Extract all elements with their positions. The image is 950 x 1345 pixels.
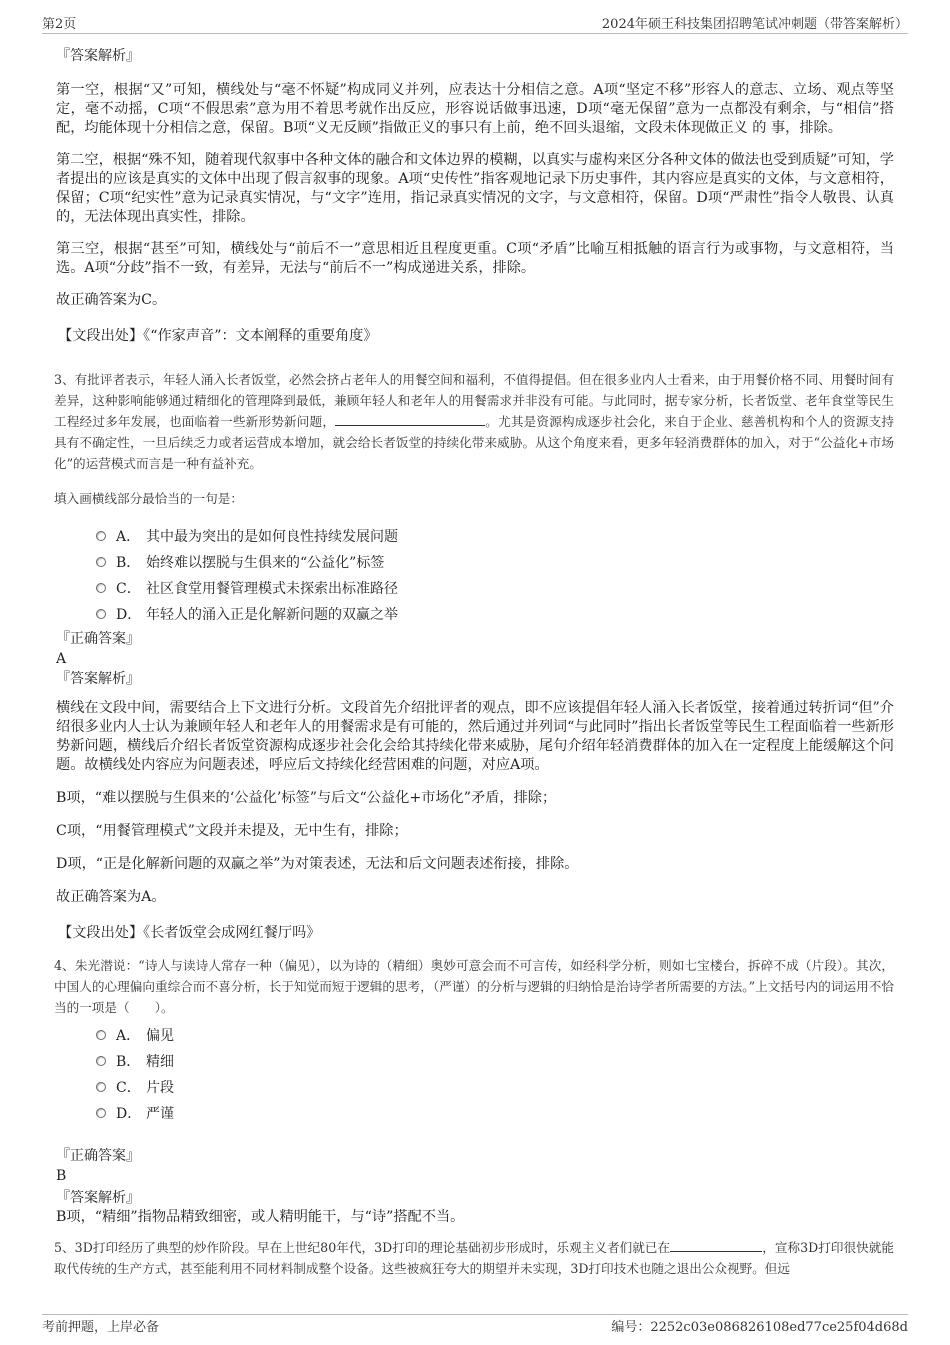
q5-blank: [670, 1240, 762, 1252]
q4-options: [96, 1022, 894, 1126]
q4-analysis-tag: 『答案解析』: [56, 1190, 140, 1206]
page-header: [42, 12, 908, 34]
option-text: 其中最为突出的是如何良性持续发展问题: [146, 529, 398, 545]
radio-button-icon[interactable]: [96, 1082, 106, 1092]
radio-button-icon[interactable]: [96, 1108, 106, 1118]
document-body: [56, 44, 894, 1279]
q3-prompt: 填入画横线部分最恰当的一句是：: [54, 491, 243, 506]
option-text: 偏见: [146, 1028, 174, 1044]
q3-analysis-tag: 『答案解析』: [56, 671, 140, 687]
footer-slogan: 考前押题，上岸必备: [42, 1320, 160, 1335]
option-text: 社区食堂用餐管理模式未探索出标准路径: [146, 581, 398, 597]
document-title: 2024年硕王科技集团招聘笔试冲刺题（带答案解析）: [601, 17, 908, 32]
option-letter: A．: [116, 529, 141, 545]
q2-analysis-p3: 第三空，根据“甚至”可知，横线处与“前后不一”意思相近且程度更重。C项“矛盾”比喻互相抵触的语言行为或事物，与文意相符，当选。A项“分歧”指不一致，有差异，无法与“前后不一”构成递进关系，排除。: [56, 241, 894, 276]
radio-button-icon[interactable]: [96, 1030, 106, 1040]
option-letter: D．: [116, 1106, 142, 1122]
document-code: 编号：2252c03e086826108ed77ce25f04d68d: [611, 1320, 908, 1335]
radio-button-icon[interactable]: [96, 609, 106, 619]
page-number: 第2页: [42, 17, 77, 32]
q4-option-b[interactable]: [96, 1048, 894, 1074]
q4-option-d[interactable]: [96, 1100, 894, 1126]
option-letter: C．: [116, 1080, 141, 1096]
q3-text-part1: 3、有批评者表示，年轻人涌入长者饭堂，必然会挤占老年人的用餐空间和福利，不值得提倡。但在很多业内人士看来，由于用餐价格不同、用餐时间有差异，这种影响能够通过精细化的管理降到最低，兼顾年轻人和老年人的用餐需求并非没有可能。与此同时，据专家分析，长者饭堂、老年食堂等民生工程经过多年发展，也面临着一些新形势新问题，: [54, 372, 894, 429]
q3-option-b[interactable]: [96, 549, 894, 575]
option-text: 精细: [146, 1054, 174, 1070]
option-letter: A．: [116, 1028, 141, 1044]
q3-conclusion: 故正确答案为A。: [56, 889, 166, 905]
q3-analysis-p2: B项，“难以摆脱与生俱来的‘公益化’标签”与后文“公益化+市场化”矛盾，排除；: [56, 790, 557, 806]
q2-source: 【文段出处】《“作家声音”：文本阐释的重要角度》: [58, 328, 378, 344]
q3-analysis-p3: C项，“用餐管理模式”文段并未提及，无中生有，排除；: [56, 823, 408, 839]
q2-analysis-p1: 第一空，根据“又”可知，横线处与“毫不怀疑”构成同义并列，应表达十分相信之意。A项“坚定不移”形容人的意志、立场、观点等坚定，毫不动摇，C项“不假思索”意为用不着思考就作出反应，形容说话做事迅速，D项“毫无保留”意为一点都没有剩余，与“相信”搭配，均能体现十分相信之意，保留。B项“义无反顾”指做正义的事只有上前，绝不回头退缩，文段未体现做正义 的 事，排除。: [56, 82, 894, 136]
radio-button-icon[interactable]: [96, 583, 106, 593]
q5-text-part1: 5、3D打印经历了典型的炒作阶段。早在上世纪80年代，3D打印的理论基础初步形成时，乐观主义者们就已在: [54, 1240, 671, 1255]
q3-correct-tag: 『正确答案』: [56, 631, 140, 647]
q4-analysis-p1: B项，“精细”指物品精致细密，或人精明能干，与“诗”搭配不当。: [56, 1209, 465, 1225]
q4-option-c[interactable]: [96, 1074, 894, 1100]
radio-button-icon[interactable]: [96, 1056, 106, 1066]
q3-option-a[interactable]: [96, 523, 894, 549]
option-letter: B．: [116, 555, 141, 571]
q3-text: [54, 369, 894, 474]
radio-button-icon[interactable]: [96, 531, 106, 541]
q3-analysis-p4: D项，“正是化解新问题的双赢之举”为对策表述，无法和后文问题表述衔接，排除。: [56, 856, 579, 872]
q4-correct-answer: B: [56, 1168, 67, 1184]
q3-option-c[interactable]: [96, 575, 894, 601]
q3-option-d[interactable]: [96, 601, 894, 627]
q5-text-part2: ，宣称3D打印很快就能取代传统的生产方式，甚至能利用不同材料制成整个设备。这些被疯狂夸大的期望并未实现，3D打印技术也随之退出公众视野。但远: [54, 1240, 894, 1276]
q3-blank: [335, 414, 485, 426]
option-letter: C．: [116, 581, 141, 597]
radio-button-icon[interactable]: [96, 557, 106, 567]
q3-text-part2: 。尤其是资源构成逐步社会化，来自于企业、慈善机构和个人的资源支持具有不确定性，一旦后续乏力或者运营成本增加，就会给长者饭堂的持续化带来威胁。从这个角度来看，更多年轻消费群体的加入，对于“公益化+市场化”的运营模式而言是一种有益补充。: [54, 414, 895, 471]
q2-conclusion: 故正确答案为C。: [56, 292, 167, 308]
q2-analysis-tag: 『答案解析』: [56, 48, 140, 64]
option-text: 年轻人的涌入正是化解新问题的双赢之举: [146, 607, 398, 623]
option-letter: D．: [116, 607, 142, 623]
q3-options: [96, 523, 894, 627]
q4-text: 4、朱光潜说：“诗人与读诗人常存一种（偏见），以为诗的（精细）奥妙可意会而不可言传，如经科学分析，则如七宝楼台，拆碎不成（片段）。其次，中国人的心理偏向重综合而不喜分析，长于知觉而短于逻辑的思考，（严谨）的分析与逻辑的归纳恰是治诗学者所需要的方法。”上文括号内的词运用不恰当的一项是（ ）。: [54, 958, 894, 1015]
q3-analysis-p1: 横线在文段中间，需要结合上下文进行分析。文段首先介绍批评者的观点，即不应该提倡年轻人涌入长者饭堂，接着通过转折词“但”介绍很多业内人士认为兼顾年轻人和老年人的用餐需求是有可能的，然后通过并列词“与此同时”指出长者饭堂等民生工程面临着一些新形势新问题，横线后介绍长者饭堂资源构成逐步社会化会给其持续化带来威胁，尾句介绍年轻消费群体的加入在一定程度上能缓解这个问题。故横线处内容应为问题表述，呼应后文持续化经营困难的问题，对应A项。: [56, 700, 894, 773]
option-letter: B．: [116, 1054, 141, 1070]
option-text: 片段: [146, 1080, 174, 1096]
q5-text: [54, 1237, 894, 1279]
q2-analysis-p2: 第二空，根据“殊不知，随着现代叙事中各种文体的融合和文体边界的模糊，以真实与虚构来区分各种文体的做法也受到质疑”可知，学者提出的应该是真实的文体中出现了假言叙事的现象。A项“史传性”指客观地记录下历史事件，其内容应是真实的文体，与文意相符，保留；C项“纪实性”意为记录真实情况，与“文字”连用，指记录真实情况的文字，与文意相符，保留。D项“严肃性”指令人敬畏、认真的，无法体现出真实性，排除。: [56, 152, 894, 225]
q4-correct-tag: 『正确答案』: [56, 1148, 140, 1164]
page-footer: [42, 1314, 908, 1336]
q3-source: 【文段出处】《长者饭堂会成网红餐厅吗》: [58, 925, 321, 941]
option-text: 始终难以摆脱与生俱来的“公益化”标签: [146, 555, 385, 571]
option-text: 严谨: [146, 1106, 174, 1122]
q3-correct-answer: A: [56, 651, 67, 667]
q4-option-a[interactable]: [96, 1022, 894, 1048]
